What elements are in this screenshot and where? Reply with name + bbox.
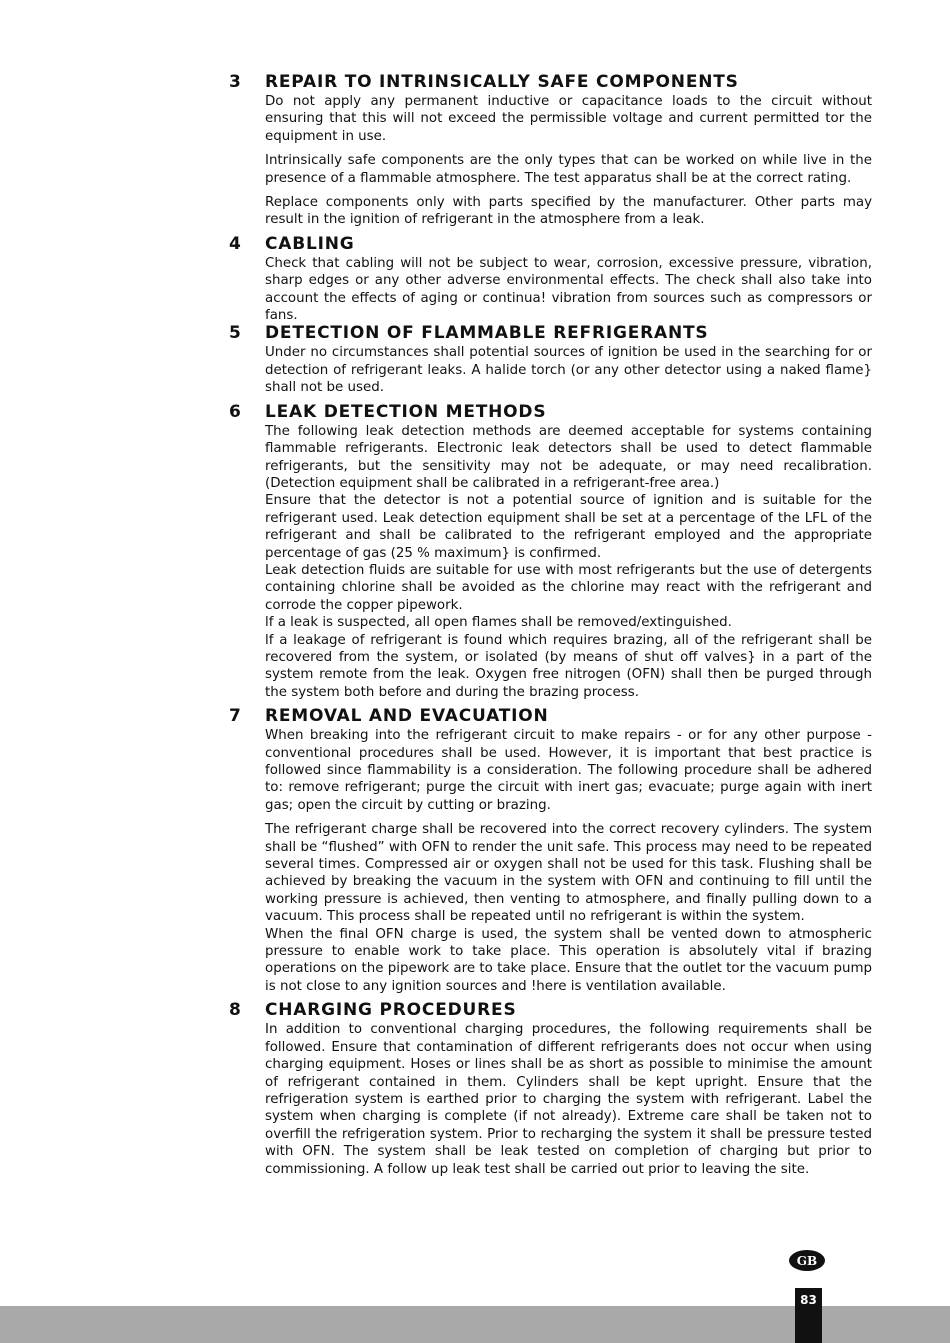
paragraph: Check that cabling will not be subject to wear, corrosion, excessive pressure, vibration, sharp edges or any other adverse environmental effects. The check shall also take into account the effects of aging or continua! vibration from sources such as compressors or fans.	[265, 255, 872, 324]
paragraph: In addition to conventional charging procedures, the following requirements shall be followed. Ensure that contamination of different refrigerants does not occur when using charging equipment. Hoses or lines shall be as short as possible to minimise the amount of refrigerant contained in them. Cylinders shall be kept upright. Ensure that the refrigeration system is earthed prior to charging the system with refrigerant. Label the system when charging is complete (if not already). Extreme care shall be taken not to overfill the refrigeration system. Prior to recharging the system it shall be pressure tested with OFN. The system shall be leak tested on completion of charging but prior to commissioning. A follow up leak test shall be carried out prior to leaving the site.	[265, 1022, 872, 1177]
paragraph: Replace components only with parts specified by the manufacturer. Other parts may result in the ignition of refrigerant in the atmosphere from a leak.	[265, 195, 872, 228]
section-title: CABLING	[265, 233, 355, 254]
section-heading	[229, 72, 872, 93]
paragraph: lf a leak is suspected, all open flames shall be removed/extinguished.	[265, 615, 732, 631]
section-number: 8	[229, 1000, 242, 1021]
section-title: REPAIR TO INTRINSICALLY SAFE COMPONENTS	[265, 72, 739, 92]
section-5	[229, 323, 872, 396]
paragraph: The refrigerant charge shall be recovered into the correct recovery cylinders. The system shall be “flushed” with OFN to render the unit safe. This process may need to be repeated several times. Compressed air or oxygen shall not be used for this task. Flushing shall be achieved by breaking the vacuum in the system with OFN and continuing to fill until the working pressure is achieved, then venting to atmosphere, and finally pulling down to a vacuum. This process shall be repeated until no refrigerant is within the system.	[265, 822, 872, 925]
section-number: 7	[229, 706, 242, 727]
section-heading	[229, 234, 872, 255]
section-heading	[229, 402, 872, 423]
section-heading	[229, 706, 872, 727]
section-title: LEAK DETECTION METHODS	[265, 401, 547, 422]
paragraph: When breaking into the refrigerant circuit to make repairs - or for any other purpose - conventional procedures shall be used. However, it is important that best practice is followed since flammability is a consideration. The following procedure shall be adhered to: remove refrigerant; purge the circuit with inert gas; evacuate; purge again with inert gas; open the circuit by cutting or brazing.	[265, 728, 872, 813]
language-badge: GB	[789, 1250, 825, 1271]
section-6	[229, 402, 872, 702]
paragraph: The following leak detection methods are deemed acceptable for systems containing flammable refrigerants. Electronic leak detectors shall be used to detect flammable refrigerants, but the sensitivity may not be adequate, or may need recalibration. (Detection equipment shall be calibrated in a refrigerant-free area.)	[265, 423, 872, 491]
paragraph: Intrinsically safe components are the only types that can be worked on while live in the presence of a flammable atmosphere. The test apparatus shall be at the correct rating.	[265, 153, 872, 186]
section-number: 5	[229, 323, 242, 344]
section-3	[229, 72, 872, 229]
section-heading	[229, 323, 872, 344]
section-title: DETECTION OF FLAMMABLE REFRIGERANTS	[265, 323, 709, 344]
paragraph: Do not apply any permanent inductive or capacitance loads to the circuit without ensuring that this will not exceed the permissible voltage and current permitted tor the equipment in use.	[265, 94, 872, 144]
section-4	[229, 234, 872, 325]
paragraph: Leak detection fluids are suitable for use with most refrigerants but the use of detergents containing chlorine shall be avoided as the chlorine may react with the refrigerant and corrode the copper pipework.	[265, 562, 872, 613]
document-body	[229, 72, 872, 1178]
paragraph: lf a leakage of refrigerant is found which requires brazing, all of the refrigerant shall be recovered from the system, or isolated (by means of shut off valves} in a part of the system remote from the leak. Oxygen free nitrogen (OFN) shall then be purged through the system both before and during the brazing process.	[265, 632, 872, 700]
section-title: CHARGING PROCEDURES	[265, 1000, 517, 1021]
section-title: REMOVAL AND EVACUATION	[265, 706, 549, 727]
paragraph: Under no circumstances shall potential sources of ignition be used in the searching for or detection of refrigerant leaks. A halide torch (or any other detector using a naked flame} shall not be used.	[265, 345, 872, 396]
section-7	[229, 706, 872, 995]
page-number: 83	[795, 1288, 822, 1343]
section-8	[229, 1000, 872, 1178]
section-number: 3	[229, 72, 242, 92]
section-heading	[229, 1000, 872, 1021]
paragraph: Ensure that the detector is not a potential source of ignition and is suitable for the refrigerant used. Leak detection equipment shall be set at a percentage of the LFL of the refrigerant and shall be calibrated to the refrigerant employed and the appropriate percentage of gas (25 % maximum} is confirmed.	[265, 493, 872, 561]
section-number: 4	[229, 233, 242, 254]
paragraph: When the final OFN charge is used, the system shall be vented down to atmospheric pressure to enable work to take place. This operation is absolutely vital if brazing operations on the pipework are to take place. Ensure that the outlet tor the vacuum pump is not close to any ignition sources and !here is ventilation available.	[265, 926, 872, 994]
section-number: 6	[229, 401, 242, 422]
